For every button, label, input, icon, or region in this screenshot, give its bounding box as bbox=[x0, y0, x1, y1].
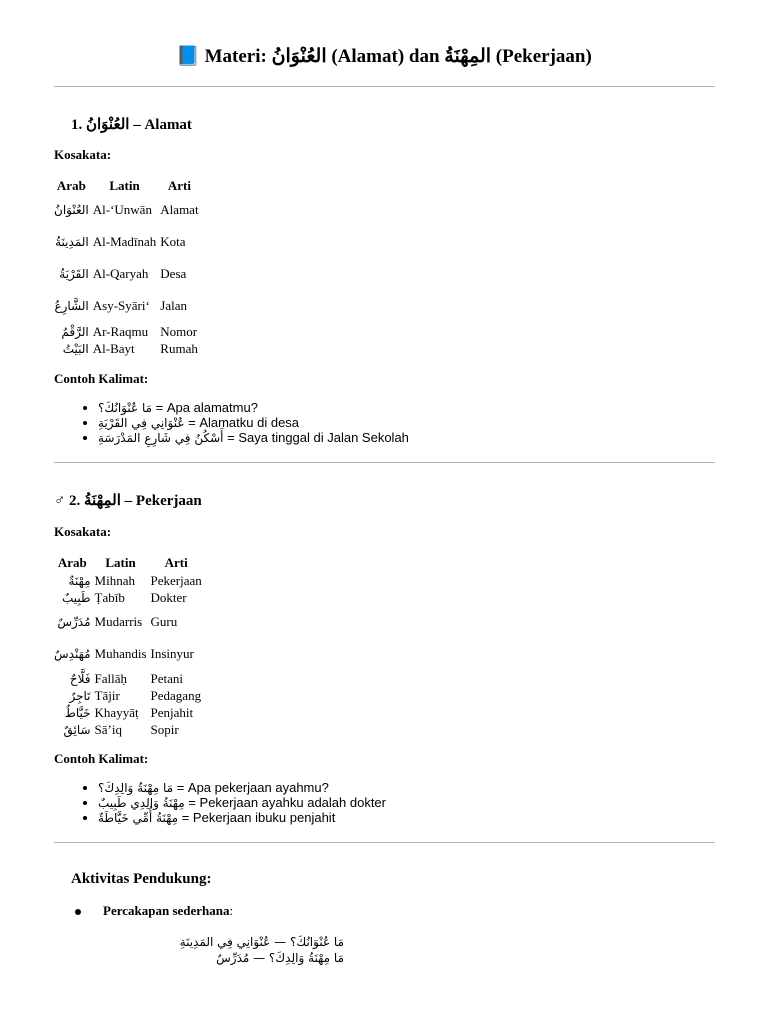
cell-arab: سَائِقٌ bbox=[63, 722, 91, 737]
cell-arti: Petani bbox=[150, 670, 184, 686]
cell-arab: العُنْوَانُ bbox=[54, 203, 89, 217]
list-item bbox=[98, 810, 386, 825]
example-meaning: = Apa alamatmu? bbox=[155, 400, 258, 415]
cell-arab: طَبِيبٌ bbox=[61, 590, 91, 605]
example-meaning: = Pekerjaan ayahku adalah dokter bbox=[188, 795, 386, 810]
section1-examples-label: Contoh Kalimat: bbox=[54, 371, 149, 386]
example-meaning: = Apa pekerjaan ayahmu? bbox=[176, 780, 329, 795]
cell-arti: Kota bbox=[160, 234, 186, 249]
section1-heading: 1. العُنْوَانُ – Alamat bbox=[71, 117, 192, 133]
example-arab: عُنْوَانِي فِي القَرْيَةِ bbox=[98, 416, 185, 430]
example-meaning: = Saya tinggal di Jalan Sekolah bbox=[227, 430, 409, 445]
divider bbox=[54, 842, 715, 843]
cell-arab: مُدَرِّسٌ bbox=[57, 615, 91, 629]
cell-arti: Nomor bbox=[160, 323, 198, 339]
activity-item bbox=[103, 903, 233, 919]
cell-arti: Pekerjaan bbox=[150, 572, 202, 588]
cell-arti: Penjahit bbox=[150, 704, 194, 720]
table-row bbox=[52, 289, 201, 323]
cell-arab: القَرْيَةُ bbox=[59, 267, 89, 281]
cell-arab: مِهْنَةٌ bbox=[68, 573, 91, 588]
dialog-line: مَا عُنْوَانُكَ؟ — عُنْوَانِي فِي المَدِينَةِ bbox=[179, 935, 344, 949]
table-row bbox=[52, 572, 204, 589]
cell-latin: Mihnah bbox=[94, 572, 135, 588]
example-arab: مِهْنَةُ وَالِدِي طَبِيبٌ bbox=[98, 796, 185, 810]
table-row bbox=[52, 225, 201, 259]
cell-arab: فَلَّاحٌ bbox=[69, 671, 91, 686]
cell-arab: خَيَّاطٌ bbox=[64, 705, 91, 720]
section2-heading bbox=[54, 491, 202, 510]
page-title bbox=[0, 44, 768, 68]
example-arab: أَسْكُنُ فِي شَارِعِ المَدْرَسَةِ bbox=[98, 431, 224, 445]
table-row bbox=[52, 340, 201, 357]
cell-arti: Pedagang bbox=[150, 687, 202, 703]
table-row bbox=[52, 195, 201, 225]
section1-vocab-table bbox=[52, 177, 201, 357]
list-item bbox=[98, 795, 386, 810]
table-row bbox=[52, 721, 204, 738]
cell-latin: Mudarris bbox=[94, 614, 143, 629]
cell-latin: Al-Bayt bbox=[92, 340, 135, 356]
cell-arti: Sopir bbox=[150, 721, 179, 737]
cell-latin: Ar-Raqmu bbox=[92, 323, 149, 339]
cell-arti: Rumah bbox=[160, 340, 198, 356]
cell-latin: Fallāḥ bbox=[94, 670, 128, 686]
divider bbox=[54, 86, 715, 87]
cell-arab: الشَّارِعُ bbox=[54, 299, 89, 313]
cell-arti: Desa bbox=[160, 266, 187, 281]
male-sign-icon: ♂ bbox=[54, 493, 66, 509]
list-item bbox=[98, 780, 386, 795]
section2-heading-text: 2. المِهْنَةُ – Pekerjaan bbox=[69, 493, 202, 509]
example-arab: مِهْنَةُ أُمِّي خَيَّاطَةٌ bbox=[98, 811, 179, 825]
list-item bbox=[98, 415, 409, 430]
cell-latin: Muhandis bbox=[94, 646, 147, 661]
section2-examples bbox=[54, 780, 386, 825]
cell-latin: Khayyāṭ bbox=[94, 704, 139, 720]
cell-arti: Guru bbox=[150, 614, 178, 629]
table-row bbox=[52, 259, 201, 289]
table-row bbox=[52, 606, 204, 638]
activity-item-label: Percakapan sederhana bbox=[103, 903, 230, 918]
cell-latin: Asy-Syāri‘ bbox=[92, 298, 150, 313]
list-item bbox=[98, 400, 409, 415]
col-latin: Latin bbox=[109, 178, 140, 193]
cell-arab: البَيْتُ bbox=[62, 341, 89, 356]
table-row bbox=[52, 638, 204, 670]
cell-arab: الرَّقْمُ bbox=[61, 324, 89, 339]
cell-arti: Alamat bbox=[160, 202, 199, 217]
col-arti: Arti bbox=[167, 178, 191, 193]
dialog-line: مَا مِهْنَةُ وَالِدِكَ؟ — مُدَرِّسٌ bbox=[216, 951, 344, 965]
cell-latin: Al-‘Unwān bbox=[92, 202, 152, 217]
section2-vocab-label: Kosakata: bbox=[54, 524, 112, 539]
example-arab: مَا مِهْنَةُ وَالِدِكَ؟ bbox=[98, 781, 174, 795]
cell-arti: Dokter bbox=[150, 589, 187, 605]
col-latin: Latin bbox=[105, 555, 136, 570]
book-icon: 📘 bbox=[176, 46, 200, 67]
section2-vocab-table bbox=[52, 554, 204, 738]
divider bbox=[54, 462, 715, 463]
cell-latin: Ṭabīb bbox=[94, 589, 125, 605]
cell-latin: Al-Madīnah bbox=[92, 234, 157, 249]
table-row bbox=[52, 704, 204, 721]
col-arab: Arab bbox=[57, 555, 87, 570]
table-row bbox=[52, 687, 204, 704]
cell-latin: Sā’iq bbox=[94, 721, 122, 737]
table-row bbox=[52, 589, 204, 606]
section1-vocab-label: Kosakata: bbox=[54, 147, 112, 162]
example-meaning: = Alamatku di desa bbox=[188, 415, 300, 430]
cell-arab: تَاجِرٌ bbox=[69, 688, 91, 703]
cell-arti: Insinyur bbox=[150, 646, 194, 661]
list-item bbox=[98, 430, 409, 445]
page-title-text: Materi: العُنْوَانُ (Alamat) dan المِهْنَةُ (Pekerjaan) bbox=[204, 46, 592, 67]
col-arti: Arti bbox=[164, 555, 188, 570]
cell-latin: Al-Qaryah bbox=[92, 266, 149, 281]
section1-examples bbox=[54, 400, 409, 445]
bullet bbox=[75, 909, 81, 915]
example-arab: مَا عُنْوَانُكَ؟ bbox=[98, 401, 153, 415]
section2-examples-label: Contoh Kalimat: bbox=[54, 751, 149, 766]
example-meaning: = Pekerjaan ibuku penjahit bbox=[181, 810, 336, 825]
cell-arab: مُهَنْدِسٌ bbox=[54, 647, 91, 661]
activity-item-suffix: : bbox=[229, 903, 234, 918]
col-arab: Arab bbox=[56, 178, 86, 193]
table-row bbox=[52, 670, 204, 687]
activity-heading: Aktivitas Pendukung: bbox=[71, 871, 212, 887]
cell-latin: Tājir bbox=[94, 687, 120, 703]
cell-arab: المَدِينَةُ bbox=[55, 235, 89, 249]
cell-arti: Jalan bbox=[160, 298, 188, 313]
table-row bbox=[52, 323, 201, 340]
